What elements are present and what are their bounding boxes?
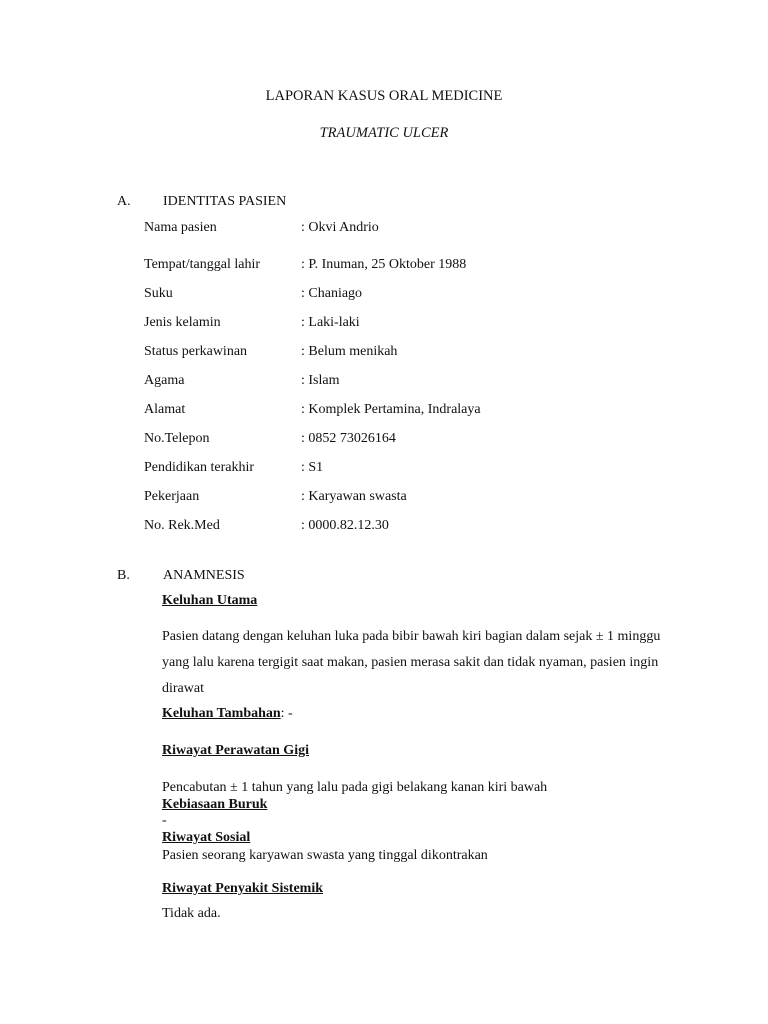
- kebiasaan-buruk-heading: Kebiasaan Buruk: [162, 797, 268, 812]
- row-value-jenis-kelamin: : Laki-laki: [301, 315, 360, 330]
- row-value-status: : Belum menikah: [301, 344, 398, 359]
- row-label-agama: Agama: [144, 373, 185, 388]
- document-title: LAPORAN KASUS ORAL MEDICINE: [265, 88, 503, 104]
- row-value-agama: : Islam: [301, 373, 340, 388]
- row-label-pekerjaan: Pekerjaan: [144, 489, 200, 504]
- row-label-alamat: Alamat: [144, 402, 186, 417]
- kebiasaan-buruk-text: -: [162, 813, 167, 828]
- row-value-pendidikan: : S1: [301, 460, 324, 475]
- row-value-alamat: : Komplek Pertamina, Indralaya: [301, 402, 481, 417]
- row-label-jenis-kelamin: Jenis kelamin: [144, 315, 221, 330]
- document-subtitle: TRAUMATIC ULCER: [319, 125, 449, 141]
- row-label-nama: Nama pasien: [144, 220, 217, 235]
- keluhan-tambahan-text: : -: [280, 706, 293, 721]
- riwayat-sosial-heading: Riwayat Sosial: [162, 830, 251, 845]
- section-a-letter: A.: [117, 194, 131, 209]
- row-value-nama: : Okvi Andrio: [301, 220, 379, 235]
- row-value-rekmed: : 0000.82.12.30: [301, 518, 389, 533]
- riwayat-perawatan-text: Pencabutan ± 1 tahun yang lalu pada gigi belakang kanan kiri bawah: [162, 780, 548, 795]
- row-label-status: Status perkawinan: [144, 344, 248, 359]
- row-value-telepon: : 0852 73026164: [301, 431, 396, 446]
- row-label-suku: Suku: [144, 286, 173, 301]
- row-label-ttl: Tempat/tanggal lahir: [144, 257, 261, 272]
- row-value-suku: : Chaniago: [301, 286, 363, 301]
- riwayat-sistemik-heading: Riwayat Penyakit Sistemik: [162, 881, 323, 896]
- riwayat-perawatan-heading: Riwayat Perawatan Gigi: [162, 743, 309, 758]
- row-label-rekmed: No. Rek.Med: [144, 518, 220, 533]
- section-b-heading: ANAMNESIS: [163, 568, 245, 583]
- section-a-heading: IDENTITAS PASIEN: [163, 194, 287, 209]
- keluhan-utama-heading: Keluhan Utama: [162, 593, 258, 608]
- riwayat-sosial-text: Pasien seorang karyawan swasta yang tinggal dikontrakan: [162, 848, 488, 863]
- section-b-letter: B.: [117, 568, 130, 583]
- keluhan-tambahan-line: [162, 706, 293, 722]
- row-label-telepon: No.Telepon: [144, 431, 210, 446]
- row-value-ttl: : P. Inuman, 25 Oktober 1988: [301, 257, 467, 272]
- row-value-pekerjaan: : Karyawan swasta: [301, 489, 407, 504]
- riwayat-sistemik-text: Tidak ada.: [162, 906, 221, 921]
- keluhan-utama-text: Pasien datang dengan keluhan luka pada bibir bawah kiri bagian dalam sejak ± 1 minggu yang lalu karena tergigit saat makan, pasien merasa sakit dan tidak nyaman, pasien ingin dirawat: [162, 629, 661, 696]
- row-label-pendidikan: Pendidikan terakhir: [144, 460, 255, 475]
- keluhan-tambahan-heading: Keluhan Tambahan: [162, 706, 281, 721]
